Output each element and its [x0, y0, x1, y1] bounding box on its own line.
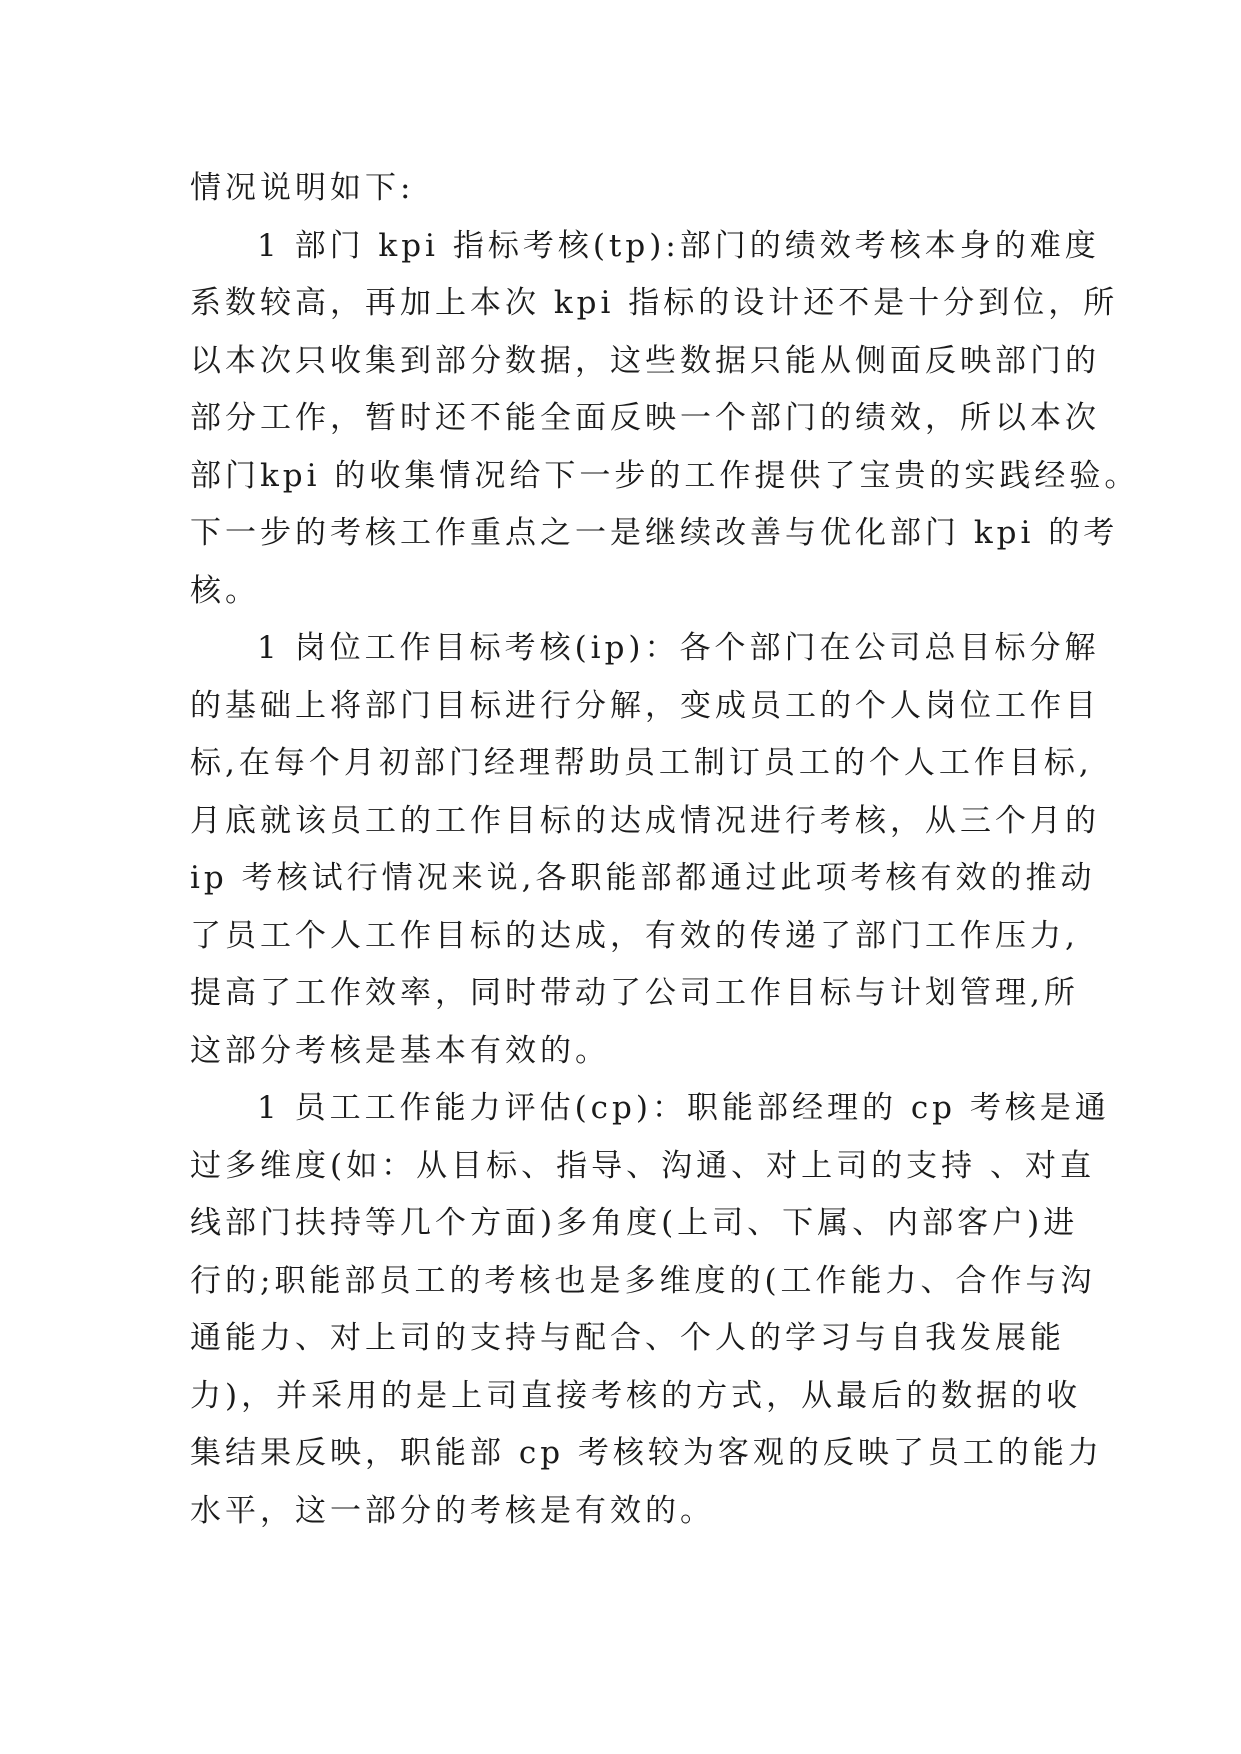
paragraph-line: 提高了工作效率，同时带动了公司工作目标与计划管理,所 [190, 975, 1079, 1011]
paragraph-line: 的基础上将部门目标进行分解，变成员工的个人岗位工作目 [190, 687, 1100, 724]
paragraph-line: ip 考核试行情况来说,各职能部都通过此项考核有效的推动 [190, 860, 1096, 896]
paragraph-line: 系数较高，再加上本次 kpi 指标的设计还不是十分到位，所 [190, 285, 1119, 321]
document-page [190, 160, 1140, 1540]
paragraph-line: 水平，这一部分的考核是有效的。 [190, 1492, 715, 1529]
paragraph-line: 1 岗位工作目标考核(ip)：各个部门在公司总目标分解 [257, 630, 1100, 666]
intro-line: 情况说明如下: [190, 170, 415, 206]
paragraph-cp [190, 1080, 1110, 1540]
paragraph-line: 标,在每个月初部门经理帮助员工制订员工的个人工作目标, [190, 745, 1093, 781]
paragraph-line: 行的;职能部员工的考核也是多维度的(工作能力、合作与沟 [190, 1262, 1096, 1299]
paragraph-line: 过多维度(如：从目标、指导、沟通、对上司的支持 、对直 [190, 1147, 1095, 1184]
paragraph-line: 以本次只收集到部分数据，这些数据只能从侧面反映部门的 [190, 342, 1100, 379]
paragraph-line: 集结果反映，职能部 cp 考核较为客观的反映了员工的能力 [190, 1435, 1103, 1471]
paragraph-line: 1 部门 kpi 指标考核(tp):部门的绩效考核本身的难度 [257, 227, 1100, 264]
paragraph-kpi [190, 218, 1140, 621]
paragraph-line: 力)，并采用的是上司直接考核的方式，从最后的数据的收 [190, 1377, 1082, 1414]
paragraph-line: 了员工个人工作目标的达成，有效的传递了部门工作压力, [190, 917, 1079, 954]
paragraph-line: 核。 [190, 572, 260, 609]
paragraph-line: 部分工作，暂时还不能全面反映一个部门的绩效，所以本次 [190, 400, 1100, 436]
paragraph-line: 月底就该员工的工作目标的达成情况进行考核，从三个月的 [190, 802, 1100, 839]
paragraph-line: 下一步的考核工作重点之一是继续改善与优化部门 kpi 的考 [190, 515, 1119, 551]
paragraph-line: 线部门扶持等几个方面)多角度(上司、下属、内部客户)进 [190, 1205, 1079, 1241]
paragraph-line: 1 员工工作能力评估(cp)：职能部经理的 cp 考核是通 [257, 1090, 1110, 1126]
paragraph-ip [190, 620, 1100, 1080]
paragraph-line: 部门kpi 的收集情况给下一步的工作提供了宝贵的实践经验。 [190, 457, 1140, 494]
paragraph-line: 这部分考核是基本有效的。 [190, 1032, 610, 1069]
paragraph-line: 通能力、对上司的支持与配合、个人的学习与自我发展能 [190, 1320, 1065, 1356]
